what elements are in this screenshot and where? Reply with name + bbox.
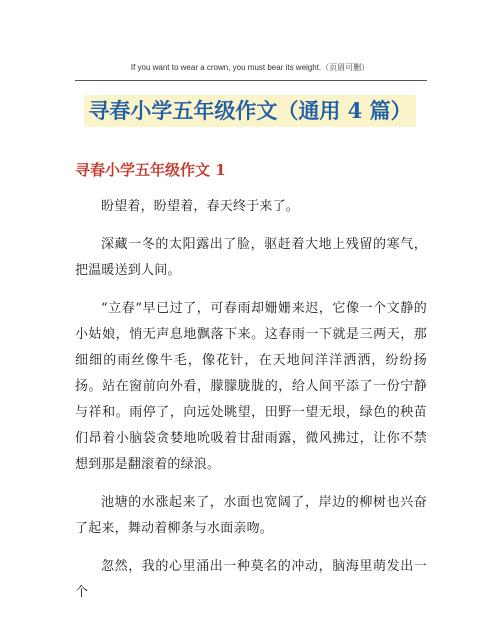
paragraph: 深藏一冬的太阳露出了脸，驱赶着大地上残留的寒气，把温暖送到人间。 xyxy=(75,237,427,278)
header-divider xyxy=(75,80,427,81)
paragraph: 盼望着，盼望着，春天终于来了。 xyxy=(101,199,300,214)
paragraph: “立春”早已过了，可春雨却姗姗来迟，它像一个文静的小姑娘，悄无声息地飘落下来。这春雨一下就是三两天，那细细的雨丝像牛毛，像花针，在天地间洋洋洒洒，纷纷扬扬。站在窗前向外看，朦朦胧胧的，给人间平添了一份宁静与祥和。雨停了，向远处眺望，田野一望无垠，绿色的秧苗们昂着小脑袋贪婪地吮吸着甘甜雨露，微风拂过，让你不禁想到那是翻滚着的绿浪。 xyxy=(75,301,427,472)
document-title-container xyxy=(0,95,500,127)
section-heading: 寻春小学五年级作文 1 xyxy=(75,161,226,179)
header-note: If you want to wear a crown, you must bear its weight.（页眉可删） xyxy=(130,63,370,72)
document-title: 寻春小学五年级作文（通用 4 篇） xyxy=(84,95,415,127)
paragraph: 忽然，我的心里涌出一种莫名的冲动，脑海里萌发出一个 xyxy=(75,559,427,600)
body-text xyxy=(75,194,427,618)
paragraph: 池塘的水涨起来了，水面也宽阔了，岸边的柳树也兴奋了起来，舞动着柳条与水面亲吻。 xyxy=(75,495,427,536)
